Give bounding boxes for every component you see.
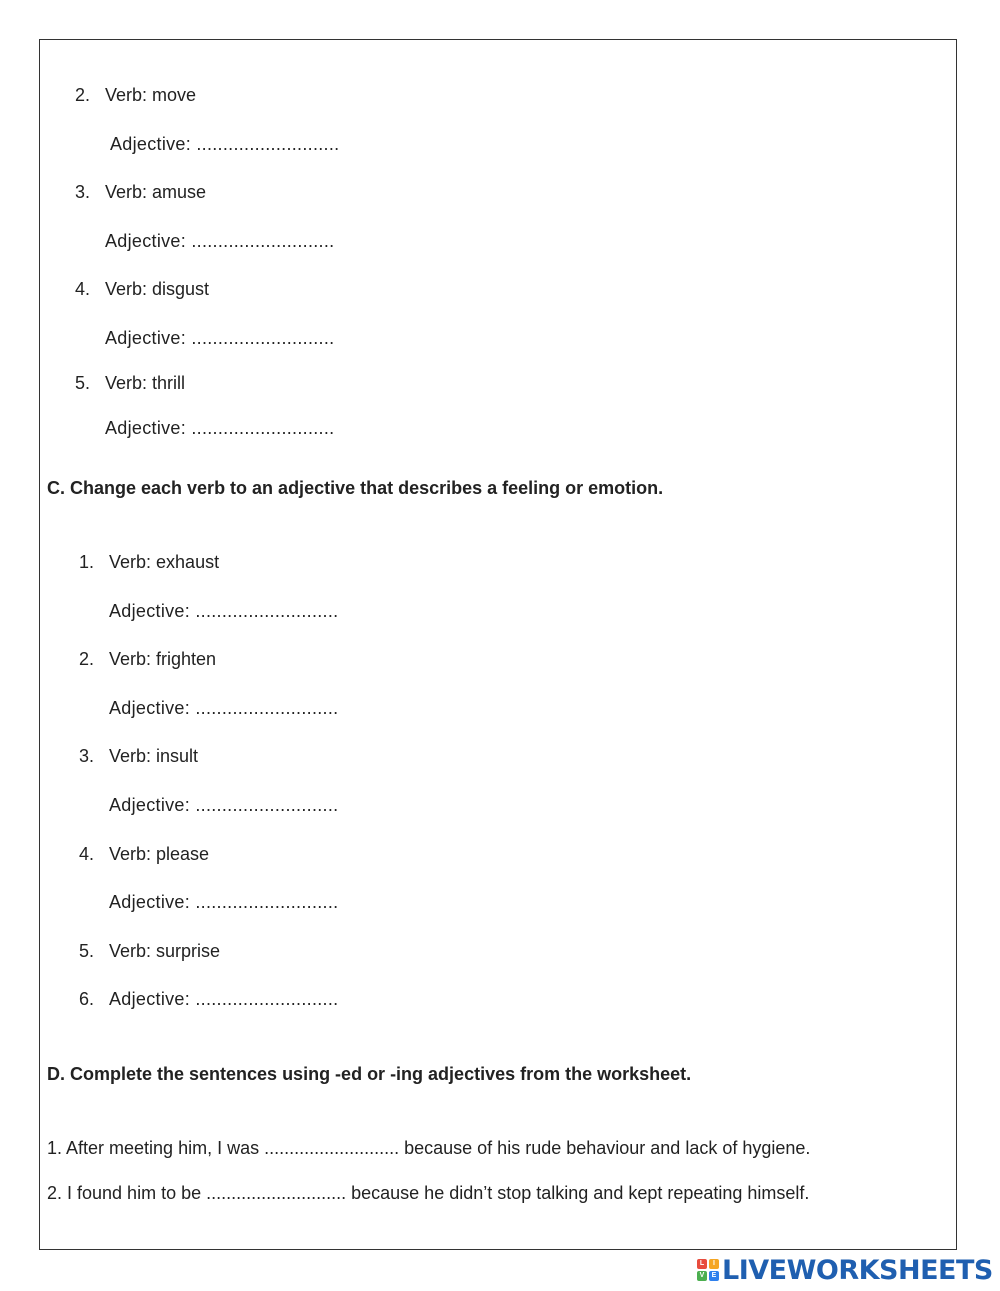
section-c-item-6-adjective-blank[interactable]: Adjective: ........................... xyxy=(109,989,339,1009)
section-b-item-2-verb: 2. Verb: move xyxy=(75,85,197,105)
section-c-item-6-adjective: 6. Adjective: ........................... xyxy=(79,989,339,1009)
section-c-item-4-adjective-blank[interactable]: Adjective: ........................... xyxy=(109,892,339,912)
section-c-item-3-verb: 3. Verb: insult xyxy=(79,746,199,766)
section-c-item-2-adjective-blank[interactable]: Adjective: ........................... xyxy=(109,698,339,718)
section-b-item-3-adjective-blank[interactable]: Adjective: ........................... xyxy=(105,231,335,251)
liveworksheets-logo xyxy=(697,1255,993,1285)
logo-block-v: V xyxy=(697,1271,707,1281)
section-c-item-1-adjective-blank[interactable]: Adjective: ........................... xyxy=(109,601,339,621)
section-c-item-1-verb: 1. Verb: exhaust xyxy=(79,552,220,572)
section-d-sentence-2[interactable]: 2. I found him to be ............................ because he didn’t stop talking and kept repeating himself. xyxy=(47,1183,810,1203)
section-c-heading: C. Change each verb to an adjective that describes a feeling or emotion. xyxy=(47,478,664,498)
section-c-item-4-verb: 4. Verb: please xyxy=(79,844,210,864)
logo-block-l: L xyxy=(697,1259,707,1269)
logo-text: LIVEWORKSHEETS xyxy=(722,1254,993,1286)
section-b-item-5-verb: 5. Verb: thrill xyxy=(75,373,186,393)
section-d-sentence-1[interactable]: 1. After meeting him, I was ........................... because of his rude behaviour and lack of hygiene. xyxy=(47,1138,811,1158)
section-c-item-3-adjective-blank[interactable]: Adjective: ........................... xyxy=(109,795,339,815)
logo-blocks-icon xyxy=(697,1259,719,1281)
section-d-heading: D. Complete the sentences using -ed or -ing adjectives from the worksheet. xyxy=(47,1064,692,1084)
section-b-item-4-adjective-blank[interactable]: Adjective: ........................... xyxy=(105,328,335,348)
section-b-item-4-verb: 4. Verb: disgust xyxy=(75,279,210,299)
section-b-item-3-verb: 3. Verb: amuse xyxy=(75,182,207,202)
section-b-item-2-adjective-blank[interactable]: Adjective: ........................... xyxy=(110,134,340,154)
logo-block-e: E xyxy=(709,1271,719,1281)
logo-block-i: I xyxy=(709,1259,719,1269)
section-c-item-2-verb: 2. Verb: frighten xyxy=(79,649,217,669)
section-b-item-5-adjective-blank[interactable]: Adjective: ........................... xyxy=(105,418,335,438)
section-c-item-5-verb: 5. Verb: surprise xyxy=(79,941,221,961)
